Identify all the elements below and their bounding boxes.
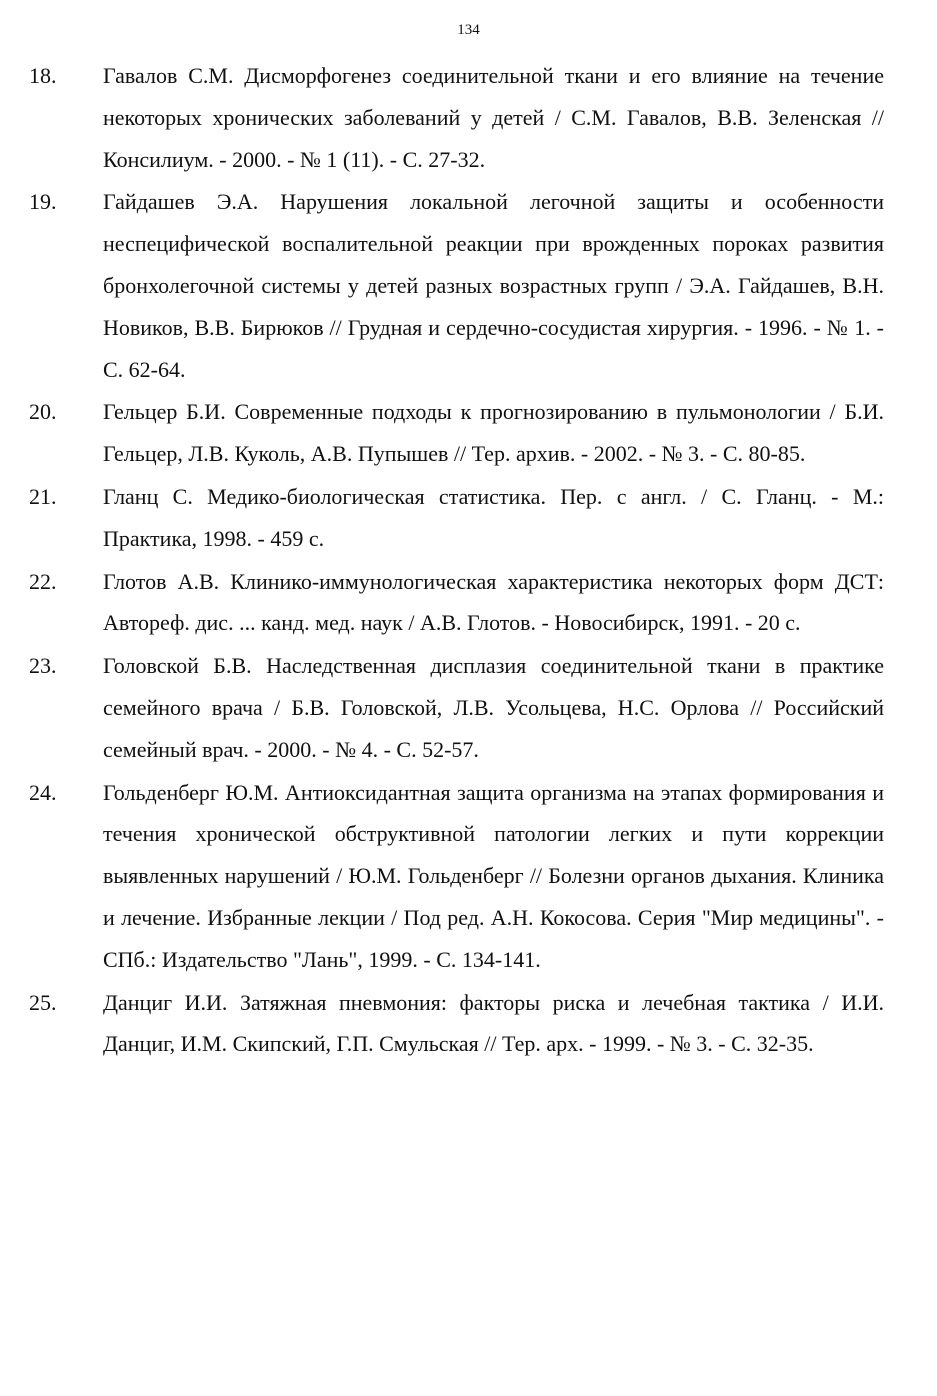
reference-number: 19. — [29, 189, 57, 215]
reference-text: Гельцер Б.И. Современные подходы к прогнозированию в пульмонологии / Б.И. Гельцер, Л.В. Куколь, А.В. Пупышев // Тер. архив. - 2002. - № 3. - С. 80-85. — [103, 399, 884, 467]
reference-text: Глотов А.В. Клинико-иммунологическая характеристика некоторых форм ДСТ: Автореф. дис. ... канд. мед. наук / А.В. Глотов. - Новосибирск, 1991. - 20 с. — [103, 568, 884, 636]
reference-number: 22. — [29, 568, 57, 594]
reference-entry — [0, 645, 937, 770]
page-number: 134 — [457, 22, 480, 38]
reference-entry — [0, 982, 937, 1066]
reference-text: Гольденберг Ю.М. Антиоксидантная защита организма на этапах формирования и течения хронической обструктивной патологии легких и пути коррекции выявленных нарушений / Ю.М. Гольденберг // Болезни органов дыхания. Клиника и лечение. Избранные лекции / Под ред. А.Н. Кокосова. Серия "Мир медицины". - СПб.: Издательство "Лань", 1999. - С. 134-141. — [103, 779, 884, 972]
reference-list — [0, 55, 937, 1066]
reference-entry — [0, 561, 937, 645]
reference-number: 23. — [29, 653, 57, 679]
reference-text: Гавалов С.М. Дисморфогенез соединительной ткани и его влияние на течение некоторых хронических заболеваний у детей / С.М. Гавалов, В.В. Зеленская // Консилиум. - 2000. - № 1 (11). - С. 27-32. — [103, 63, 884, 172]
reference-number: 18. — [29, 63, 57, 88]
reference-number: 21. — [29, 483, 57, 509]
reference-text: Данциг И.И. Затяжная пневмония: факторы риска и лечебная тактика / И.И. Данциг, И.М. Скипский, Г.П. Смульская // Тер. арх. - 1999. - № 3. - С. 32-35. — [103, 989, 884, 1057]
reference-entry — [0, 55, 937, 180]
reference-entry — [0, 391, 937, 475]
reference-number: 25. — [29, 989, 57, 1015]
reference-text: Гланц С. Медико-биологическая статистика. Пер. с англ. / С. Гланц. - М.: Практика, 1998. - 459 с. — [103, 483, 884, 551]
reference-number: 24. — [29, 779, 57, 805]
reference-entry — [0, 181, 937, 390]
reference-text: Головской Б.В. Наследственная дисплазия соединительной ткани в практике семейного врача / Б.В. Головской, Л.В. Усольцева, Н.С. Орлова // Российский семейный врач. - 2000. - № 4. - С. 52-57. — [103, 653, 884, 762]
reference-entry — [0, 476, 937, 560]
reference-number: 20. — [29, 399, 57, 425]
reference-text: Гайдашев Э.А. Нарушения локальной легочной защиты и особенности неспецифической воспалительной реакции при врожденных пороках развития бронхолегочной системы у детей разных возрастных групп / Э.А. Гайдашев, В.Н. Новиков, В.В. Бирюков // Грудная и сердечно-сосудистая хирургия. - 1996. - № 1. - С. 62-64. — [103, 189, 884, 382]
reference-entry — [0, 772, 937, 981]
